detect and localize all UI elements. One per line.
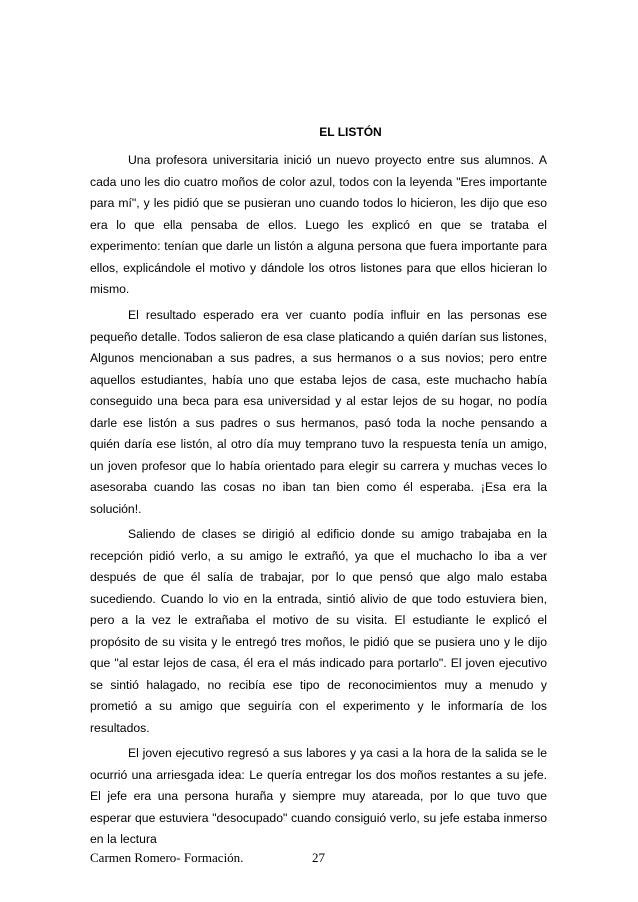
paragraph-1: Una profesora universitaria inició un nuevo proyecto entre sus alumnos. A cada uno les dio cuatro moños de color azul, todos con la leyenda "Eres importante para mí", y les pidió que se pusieran uno cuando todos lo hicieron, les dijo que eso era lo que ella pensaba de ellos. Luego les explicó en que se trataba el experimento: tenían que darle un listón a alguna persona que fuera importante para ellos, explicándole el motivo y dándole los otros listones para que ellos hicieran lo mismo. [90,153,547,296]
paragraph-2: El resultado esperado era ver cuanto podía influir en las personas ese pequeño detalle. Todos salieron de esa clase platicando a quién darían sus listones, Algunos mencionaban a sus padres, a sus hermanos o a sus novios; pero entre aquellos estudiantes, había uno que estaba lejos de casa, este muchacho había conseguido una beca para esa universidad y al estar lejos de su hogar, no podía darle ese listón a sus padres o sus hermanos, pasó toda la noche pensando a quién daría ese listón, al otro día muy temprano tuvo la respuesta tenía un amigo, un joven profesor que lo había orientado para elegir su carrera y muchas veces lo asesoraba cuando las cosas no iban tan bien como él esperaba. ¡Esa era la solución!. [90,308,547,516]
document-title: EL LISTÓN [319,125,382,139]
page-number: 27 [312,850,325,865]
footer-author: Carmen Romero- Formación. [90,850,244,865]
paragraph-3: Saliendo de clases se dirigió al edificio donde su amigo trabajaba en la recepción pidió verlo, a su amigo le extrañó, ya que el muchacho lo iba a ver después de que él salía de trabajar, por lo que pensó que algo malo estaba sucediendo. Cuando lo vio en la entrada, sintió alivio de que todo estuviera bien, pero a la vez le extrañaba el motivo de su visita. El estudiante le explicó el propósito de su visita y le entregó tres moños, le pidió que se pusiera uno y le dijo que "al estar lejos de casa, él era el más indicado para portarlo". El joven ejecutivo se sintió halagado, no recibía ese tipo de reconocimientos muy a menudo y prometió a su amigo que seguiría con el experimento y le informaría de los resultados. [90,527,547,735]
paragraph-4: El joven ejecutivo regresó a sus labores y ya casi a la hora de la salida se le ocurrió una arriesgada idea: Le quería entregar los dos moños restantes a su jefe. El jefe era una persona huraña y siempre muy atareada, por lo que tuvo que esperar que estuviera "desocupado" cuando consiguió verlo, su jefe estaba inmerso en la lectura [90,746,547,846]
